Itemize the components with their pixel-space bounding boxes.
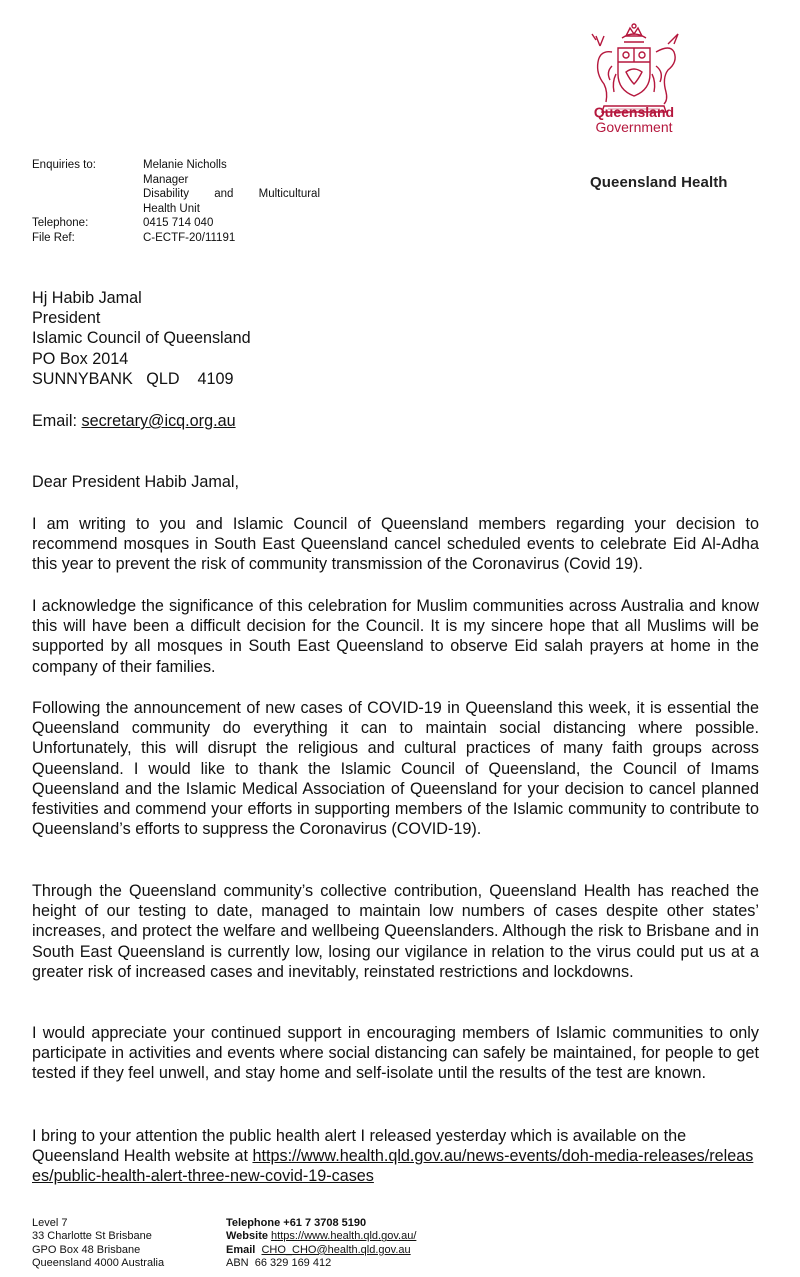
telephone-label: Telephone: [32,217,89,230]
footer-email-label: Email [226,1243,256,1256]
footer-address-line: GPO Box 48 Brisbane [32,1243,141,1256]
government-name: Queensland [593,104,675,120]
public-health-alert-link[interactable]: https://www.health.qld.gov.au/news-events/doh-media-releases/releases/public-health-alert-three-new-covid-19-cases [32,1147,754,1186]
body-paragraph-6-text: I bring to your attention the public health alert I released yesterday which is available on the Queensland Health website at [32,1127,687,1166]
recipient-po-box: PO Box 2014 [32,349,129,368]
government-subtitle: Government [595,119,673,135]
salutation: Dear President Habib Jamal, [32,473,239,491]
footer-telephone-label: Telephone [226,1217,281,1229]
email-label: Email: [32,412,77,430]
recipient-locality: SUNNYBANK QLD 4109 [32,369,234,388]
body-paragraph-2: I acknowledge the significance of this celebration for Muslim communities across Australia and know this will have been a difficult decision for the Council. It is my sincere hope that all Muslims will be supported by all mosques in South East Queensland to observe Eid salah prayers at home in the company of their families. [32,597,759,676]
fileref-label: File Ref: [32,231,75,244]
enquiries-label: Enquiries to: [32,159,96,171]
body-paragraph-1: I am writing to you and Islamic Council of Queensland members regarding your decision to recommend mosques in South East Queensland cancel scheduled events to celebrate Eid Al-Adha this year to prevent the risk of community transmission of the Coronavirus (Covid 19). [32,515,759,574]
body-paragraph-4: Through the Queensland community’s collective contribution, Queensland Health has reached the height of our testing to date, managed to maintain low numbers of cases despite other states’ increases, and protect the welfare and wellbeing Queenslanders. Although the risk to Brisbane and in South East Queensland is currently low, losing our vigilance in relation to the virus could put us at a greater risk of increased cases and inevitably, reinstated restrictions and lockdowns. [32,882,759,981]
contact-title: Manager [143,173,189,186]
body-paragraph-6 [32,1126,759,1187]
footer-telephone: +61 7 3708 5190 [283,1217,367,1229]
footer-email-link[interactable]: CHO_CHO@health.qld.gov.au [261,1243,411,1256]
recipient-email-line [32,411,236,431]
contact-name: Melanie Nicholls [143,159,227,171]
footer-address [32,1217,164,1271]
footer-abn: 66 329 169 412 [254,1257,332,1270]
recipient-address [32,288,251,389]
contact-telephone: 0415 714 040 [143,217,214,230]
recipient-title: President [32,309,101,328]
recipient-organisation: Islamic Council of Queensland [32,329,251,348]
recipient-email-link[interactable]: secretary@icq.org.au [81,412,236,430]
government-wordmark [584,105,684,135]
footer-website-link[interactable]: https://www.health.qld.gov.au/ [271,1230,417,1243]
contact-unit: Disability and Multicultural [143,188,320,201]
department-name: Queensland Health [590,174,728,191]
footer-contacts [226,1217,416,1271]
footer-address-line: Level 7 [32,1217,68,1229]
footer-website-label: Website [226,1230,268,1243]
footer-abn-label: ABN [226,1257,249,1270]
enquiries-block [32,158,323,246]
contact-unit-line2: Health Unit [143,202,200,215]
footer-address-line: Queensland 4000 Australia [32,1257,165,1270]
body-paragraph-3: Following the announcement of new cases of COVID-19 in Queensland this week, it is essential the Queensland community do everything it can to maintain social distancing where possible. Unfortunately, this will disrupt the religious and cultural practices of many faith groups across Queensland. I would like to thank the Islamic Council of Queensland, the Council of Imams Queensland and the Islamic Medical Association of Queensland for your decision to cancel planned festivities and commend your efforts in supporting members of the Islamic community to contribute to Queensland’s efforts to suppress the Coronavirus (COVID-19). [32,699,759,839]
footer-address-line: 33 Charlotte St Brisbane [32,1230,152,1243]
body-paragraph-5: I would appreciate your continued support in encouraging members of Islamic communities to only participate in activities and events where social distancing can safely be maintained, for people to get tested if they feel unwell, and stay home and self-isolate until the results of the test are known. [32,1024,759,1083]
file-reference: C-ECTF-20/11191 [143,231,236,244]
recipient-name: Hj Habib Jamal [32,289,142,307]
